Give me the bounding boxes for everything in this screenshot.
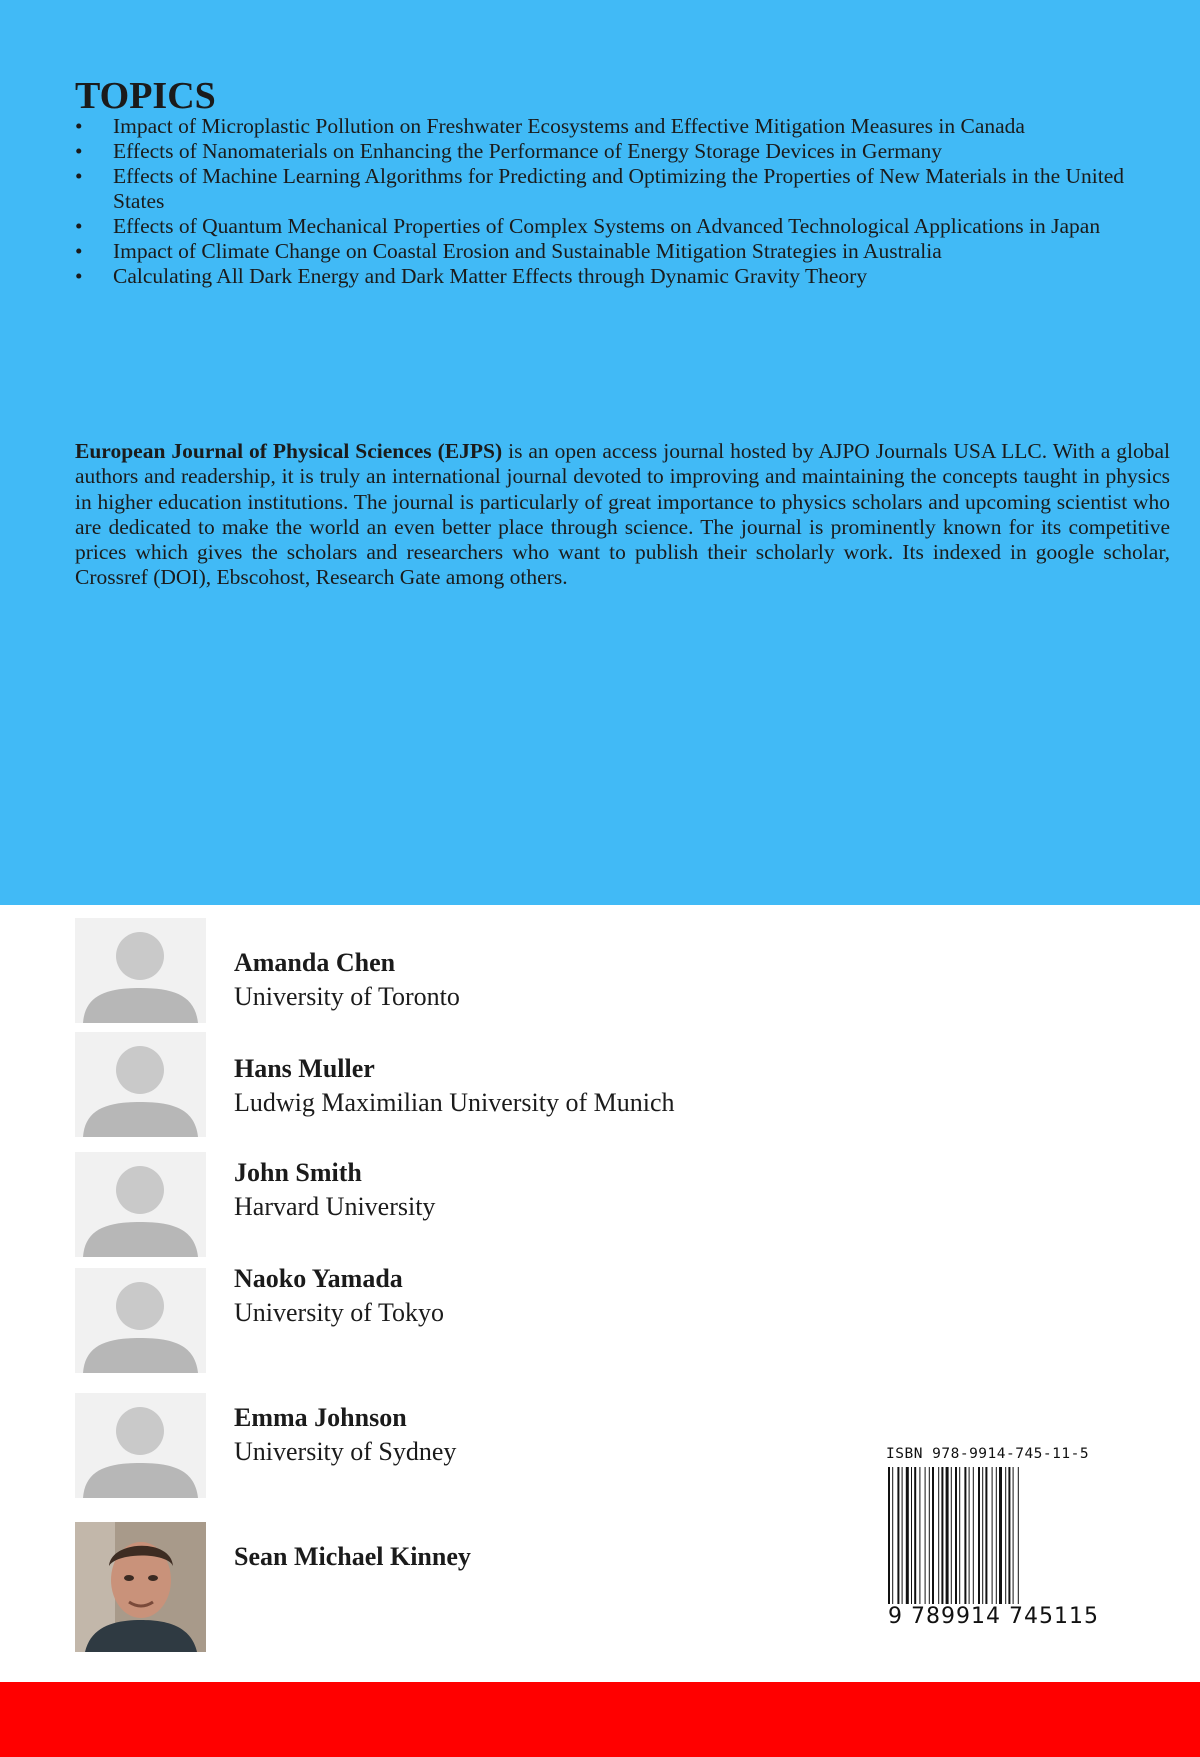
barcode-bar xyxy=(969,1467,970,1607)
barcode-bar xyxy=(992,1467,993,1607)
barcode-bar xyxy=(985,1467,987,1607)
barcode xyxy=(886,1467,1098,1617)
barcode-bar xyxy=(996,1467,997,1607)
person-placeholder-icon xyxy=(75,1152,206,1257)
bullet: • xyxy=(75,164,83,188)
barcode-bar xyxy=(1013,1467,1014,1607)
author-name: John Smith xyxy=(234,1158,362,1187)
author-name: Sean Michael Kinney xyxy=(234,1542,471,1571)
person-photo xyxy=(75,1522,206,1652)
barcode-bar xyxy=(938,1467,939,1607)
barcode-bar xyxy=(897,1467,899,1607)
barcode-bar xyxy=(888,1467,890,1607)
author-name: Naoko Yamada xyxy=(234,1264,403,1293)
barcode-bar xyxy=(929,1467,930,1607)
journal-description xyxy=(75,439,1170,591)
author-entry xyxy=(75,1522,795,1632)
topic-item xyxy=(75,239,1165,264)
bottom-bar xyxy=(0,1682,1200,1757)
author-affiliation: University of Sydney xyxy=(234,1437,457,1466)
barcode-digits: 9 789914 745115 xyxy=(888,1604,1099,1629)
barcode-bar xyxy=(911,1467,912,1607)
author-entry xyxy=(75,1264,795,1378)
bullet: • xyxy=(75,214,83,238)
topic-item xyxy=(75,114,1165,139)
barcode-bar xyxy=(955,1467,957,1607)
author-affiliation: University of Tokyo xyxy=(234,1298,445,1327)
barcode-bar xyxy=(925,1467,926,1607)
topic-text: Impact of Microplastic Pollution on Freshwater Ecosystems and Effective Mitigation Measures in Canada xyxy=(113,114,1025,138)
barcode-bar xyxy=(932,1467,934,1607)
topic-item xyxy=(75,164,1165,214)
journal-description-text: is an open access journal hosted by AJPO Journals USA LLC. With a global authors and readership, it is truly an international journal devoted to improving and maintaining the concepts taught in physics in higher education institutions. The journal is particularly of great importance to physics scholars and upcoming scientist who are dedicated to make the world an even better place through science. The journal is prominently known for its competitive prices which gives the scholars and researchers who want to publish their scholarly work. Its indexed in google scholar, Crossref (DOI), Ebscohost, Research Gate among others. xyxy=(75,439,1171,590)
person-placeholder-icon xyxy=(75,1393,206,1498)
author-entry xyxy=(75,1032,795,1142)
journal-name: European Journal of Physical Sciences (EJPS) xyxy=(75,439,503,463)
topic-text: Effects of Machine Learning Algorithms for Predicting and Optimizing the Properties of New Materials in the United States xyxy=(113,164,1125,213)
topic-item xyxy=(75,214,1165,239)
barcode-bar xyxy=(951,1467,952,1607)
topic-item xyxy=(75,139,1165,164)
author-name: Hans Muller xyxy=(234,1054,375,1083)
barcode-bar xyxy=(919,1467,920,1607)
barcode-bar xyxy=(964,1467,966,1607)
author-affiliation: Harvard University xyxy=(234,1192,436,1221)
barcode-bar xyxy=(1008,1467,1010,1607)
barcode-bar xyxy=(902,1467,903,1607)
author-entry xyxy=(75,918,795,1028)
barcode-bar xyxy=(946,1467,949,1607)
barcode-bar xyxy=(959,1467,960,1607)
author-affiliation: University of Toronto xyxy=(234,982,460,1011)
author-name: Amanda Chen xyxy=(234,948,396,977)
person-placeholder-icon xyxy=(75,1032,206,1137)
barcode-bar xyxy=(1018,1467,1019,1607)
topic-text: Calculating All Dark Energy and Dark Matter Effects through Dynamic Gravity Theory xyxy=(113,264,868,288)
barcode-bar xyxy=(973,1467,974,1607)
bullet: • xyxy=(75,239,83,263)
barcode-bar xyxy=(1005,1467,1006,1607)
person-placeholder-icon xyxy=(75,1268,206,1373)
bullet: • xyxy=(75,264,83,288)
barcode-bar xyxy=(978,1467,980,1607)
person-placeholder-icon xyxy=(75,918,206,1023)
isbn-label: ISBN 978-9914-745-11-5 xyxy=(886,1446,1090,1462)
bullet: • xyxy=(75,139,83,163)
topic-item xyxy=(75,264,1165,289)
barcode-bar xyxy=(914,1467,916,1607)
topic-text: Effects of Nanomaterials on Enhancing the Performance of Energy Storage Devices in Germany xyxy=(113,139,943,163)
author-name: Emma Johnson xyxy=(234,1403,407,1432)
topics-list xyxy=(75,114,1165,289)
barcode-bar xyxy=(892,1467,893,1607)
author-affiliation: Ludwig Maximilian University of Munich xyxy=(234,1088,675,1117)
author-entry xyxy=(75,1152,795,1262)
barcode-bar xyxy=(941,1467,943,1607)
topics-title: TOPICS xyxy=(75,75,216,117)
barcode-bar xyxy=(982,1467,983,1607)
bullet: • xyxy=(75,114,83,138)
topic-text: Effects of Quantum Mechanical Properties of Complex Systems on Advanced Technological Applications in Japan xyxy=(113,214,1101,238)
barcode-bar xyxy=(999,1467,1002,1607)
topic-text: Impact of Climate Change on Coastal Erosion and Sustainable Mitigation Strategies in Australia xyxy=(113,239,942,263)
barcode-bar xyxy=(906,1467,909,1607)
author-entry xyxy=(75,1393,795,1503)
